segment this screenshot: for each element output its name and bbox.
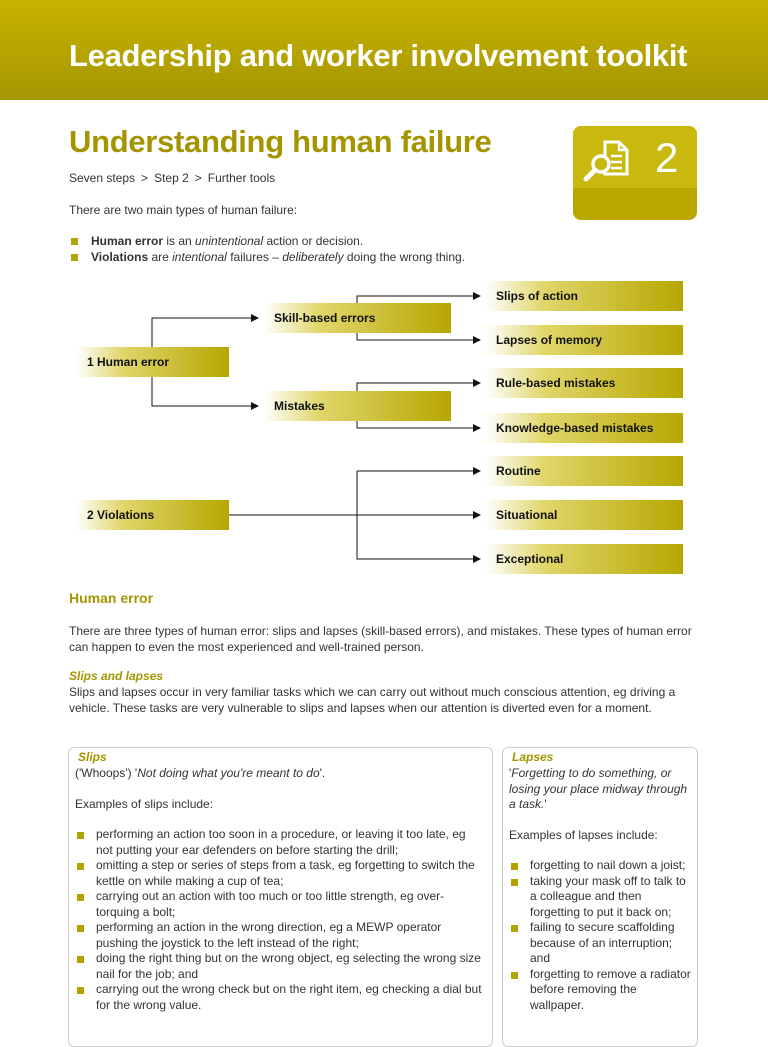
badge-number: 2 [655,134,679,181]
lapses-quote [509,766,691,813]
list-item: failing to secure scaffolding because of an interruption; and [509,920,691,967]
bullet-text: are [148,250,173,264]
list-item: doing the right thing but on the wrong object, eg selecting the wrong size nail for the job; and [75,951,485,982]
list-item: performing an action too soon in a procedure, or leaving it too late, eg not putting your ear defenders on before starting the drill; [75,827,485,858]
list-item: carrying out an action with too much or too little strength, eg over-torquing a bolt; [75,889,485,920]
slips-quote [75,766,485,782]
breadcrumb-item-further-tools[interactable]: Further tools [207,171,276,185]
lapses-panel-body [509,766,691,1013]
list-item: performing an action in the wrong direction, eg a MEWP operator pushing the joystick to the left instead of the right; [75,920,485,951]
bullet-text: failures – [226,250,283,264]
box-slips-of-action: Slips of action [485,281,683,311]
slips-lapses-paragraph: Slips and lapses occur in very familiar tasks which we can carry out without much conscious attention, eg driving a vehicle. These tasks are very vulnerable to slips and lapses when our attention is diverted even for a moment. [69,685,676,715]
box-human-error: 1 Human error [76,347,229,377]
box-routine: Routine [485,456,683,486]
lapses-panel [502,747,698,1047]
quote-emphasis: Not doing what you're meant to do [137,766,320,780]
list-item: forgetting to remove a radiator before removing the wallpaper. [509,967,691,1014]
box-skill-based-errors: Skill-based errors [263,303,451,333]
list-item: omitting a step or series of steps from a task, eg forgetting to switch the kettle on while making a cup of tea; [75,858,485,889]
slips-panel-body [75,766,485,1013]
page-title: Understanding human failure [69,124,492,159]
list-item: taking your mask off to talk to a colleague and then forgetting to put it back on; [509,874,691,921]
header-bar [0,0,768,100]
bullet-text: doing the wrong thing. [343,250,466,264]
breadcrumb-separator: > [141,171,149,185]
step-badge [573,126,697,220]
section-heading-human-error: Human error [69,590,154,606]
slips-panel [68,747,493,1047]
term-human-error: Human error [91,234,164,248]
bullet-emphasis: deliberately [282,250,344,264]
box-exceptional: Exceptional [485,544,683,574]
list-item-violations [69,249,465,265]
box-violations: 2 Violations [76,500,229,530]
box-situational: Situational [485,500,683,530]
breadcrumb-item-step-2[interactable]: Step 2 [154,171,189,185]
breadcrumb-separator: > [194,171,202,185]
human-error-paragraph: There are three types of human error: slips and lapses (skill-based errors), and mistakes. These types of human error can happen to even the most experienced and well-trained person. [69,624,692,654]
box-mistakes: Mistakes [263,391,451,421]
slips-examples-list [75,827,485,1013]
document-magnifier-icon [581,136,637,184]
list-item-human-error [69,233,465,249]
quote-text: ' [509,766,512,780]
human-failure-diagram [0,270,768,590]
bullet-emphasis: intentional [172,250,227,264]
box-rule-based-mistakes: Rule-based mistakes [485,368,683,398]
subheading-slips-and-lapses: Slips and lapses [69,669,164,683]
slips-examples-label: Examples of slips include: [75,796,214,811]
intro-text: There are two main types of human failure: [69,203,298,217]
quote-emphasis: Forgetting to do something, or losing your place midway through a task. [509,766,688,811]
quote-text: ' [544,797,547,811]
bullet-text: is an [163,234,196,248]
box-knowledge-based-mistakes: Knowledge-based mistakes [485,413,683,443]
term-violations: Violations [91,250,149,264]
slips-panel-title: Slips [78,750,107,764]
header-title: Leadership and worker involvement toolkit [69,38,688,73]
failure-types-list [69,233,465,265]
bullet-text: action or decision. [263,234,364,248]
list-item: forgetting to nail down a joist; [509,858,691,874]
quote-text: '. [319,766,326,780]
quote-text: ('Whoops') ' [75,766,138,780]
list-item: carrying out the wrong check but on the right item, eg checking a dial but for the wrong value. [75,982,485,1013]
box-lapses-of-memory: Lapses of memory [485,325,683,355]
lapses-examples-label: Examples of lapses include: [509,827,658,842]
bullet-emphasis: unintentional [195,234,264,248]
lapses-examples-list [509,858,691,1013]
breadcrumb [69,171,275,185]
breadcrumb-item-seven-steps[interactable]: Seven steps [69,171,136,185]
lapses-panel-title: Lapses [512,750,554,764]
